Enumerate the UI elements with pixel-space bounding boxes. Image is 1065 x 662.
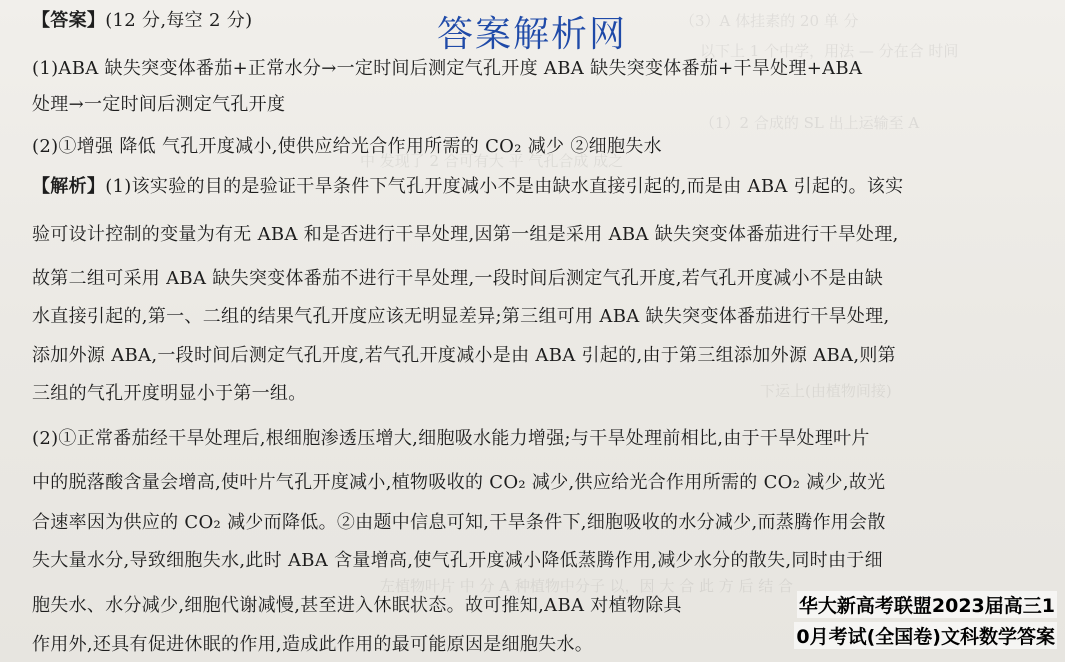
analysis-line: 中的脱落酸含量会增高,使叶片气孔开度减小,植物吸收的 CO₂ 减少,供应给光合作用所需的 CO₂ 减少,故光	[32, 472, 886, 493]
watermark-logo: 答案解析网	[437, 14, 628, 55]
answer-line: (2)①增强 降低 气孔开度减小,使供应给光合作用所需的 CO₂ 减少 ②细胞失水	[32, 136, 662, 157]
analysis-tag: 【解析】	[32, 176, 106, 197]
bleed-through-text: （1）2 合成的 SL 出上运输至 A	[700, 114, 920, 132]
analysis-line: 验可设计控制的变量为有无 ABA 和是否进行干旱处理,因第一组是采用 ABA 缺失突变体番茄进行干旱处理,	[32, 224, 899, 245]
corner-label-line2: 0月考试(全国卷)文科数学答案	[794, 622, 1057, 649]
score-note: (12 分,每空 2 分)	[105, 10, 253, 31]
bleed-through-text: 左植物叶片 中 分 A 种植物中分子 以，因 大 合 此 方 后 结 合	[380, 577, 794, 595]
answer-header	[32, 8, 252, 34]
bleed-through-text: （3）A 体挂素的 20 单 分	[680, 12, 859, 30]
analysis-line: 胞失水、水分减少,细胞代谢减慢,甚至进入休眠状态。故可推知,ABA 对植物除具	[32, 595, 682, 616]
analysis-line: 水直接引起的,第一、二组的结果气孔开度应该无明显差异;第三组可用 ABA 缺失突变体番茄进行干旱处理,	[32, 306, 890, 327]
answer-line: (1)ABA 缺失突变体番茄+正常水分→一定时间后测定气孔开度 ABA 缺失突变体番茄+干旱处理+ABA	[32, 58, 863, 79]
analysis-line: 添加外源 ABA,一段时间后测定气孔开度,若气孔开度减小是由 ABA 引起的,由于第三组添加外源 ABA,则第	[32, 345, 896, 366]
bleed-through-text: 以下上 1 个中学，用法 — 分在合 时间	[700, 42, 959, 60]
analysis-line: (2)①正常番茄经干旱处理后,根细胞渗透压增大,细胞吸水能力增强;与干旱处理前相比,由于干旱处理叶片	[32, 428, 870, 449]
analysis-first-line: (1)该实验的目的是验证干旱条件下气孔开度减小不是由缺水直接引起的,而是由 ABA 引起的。该实	[105, 176, 904, 197]
analysis-line: 三组的气孔开度明显小于第一组。	[32, 383, 307, 404]
analysis-line: 作用外,还具有促进休眠的作用,造成此作用的最可能原因是细胞失水。	[32, 634, 594, 655]
answer-line: 处理→一定时间后测定气孔开度	[32, 94, 286, 115]
analysis-line: 失大量水分,导致细胞失水,此时 ABA 含量增高,使气孔开度减小降低蒸腾作用,减少水分的散失,同时由于细	[32, 550, 883, 571]
corner-label-line1: 华大新高考联盟2023届高三1	[797, 591, 1057, 618]
bleed-through-text: 下运上(由植物间接)	[760, 382, 892, 400]
analysis-header	[32, 174, 904, 200]
analysis-line: 合速率因为供应的 CO₂ 减少而降低。②由题中信息可知,干旱条件下,细胞吸收的水分减少,而蒸腾作用会散	[32, 512, 886, 533]
answer-tag: 【答案】	[32, 10, 106, 31]
analysis-line: 故第二组可采用 ABA 缺失突变体番茄不进行干旱处理,一段时间后测定气孔开度,若气孔开度减小不是由缺	[32, 268, 884, 289]
bleed-through-text: 中 发现了 2 合可有大 平 气孔合成 成之	[360, 152, 624, 170]
